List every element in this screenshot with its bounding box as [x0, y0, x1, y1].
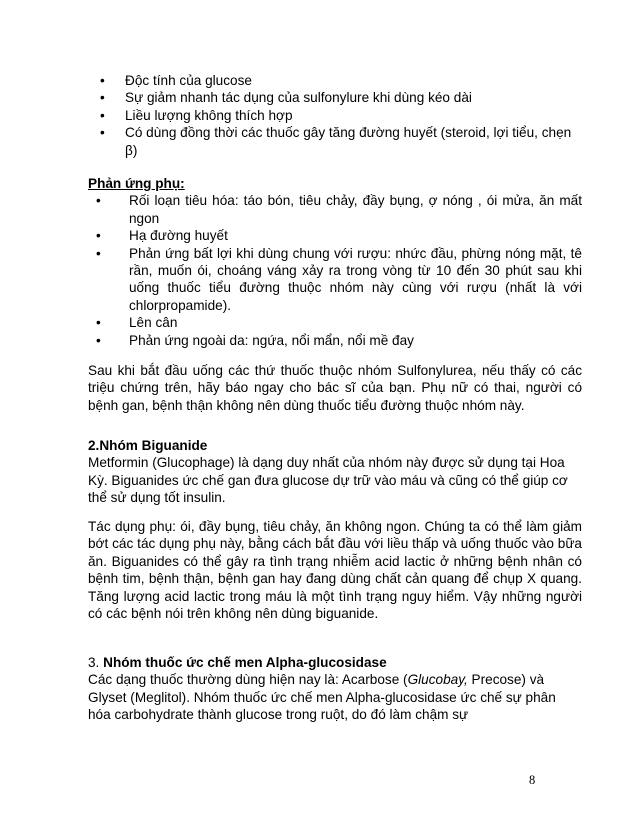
- heading-text: Nhóm thuốc ức chế men Alpha-glucosidase: [99, 655, 387, 670]
- list-item: • Có dùng đồng thời các thuốc gây tăng đường huyết (steroid, lợi tiểu, chẹn β): [88, 124, 582, 159]
- list-item: • Liều lượng không thích hợp: [88, 107, 582, 124]
- alpha-glucosidase-section: [88, 654, 582, 724]
- list-item: • Lên cân: [88, 314, 582, 331]
- heading-number: 3.: [88, 655, 100, 670]
- paragraph: Sau khi bắt đầu uống các thứ thuốc thuộc nhóm Sulfonylurea, nếu thấy có các triệu chứng trên, hãy báo ngay cho bác sĩ của bạn. Phụ nữ có thai, người có bệnh gan, bệnh thận không nên dùng thuốc tiểu đường thuộc nhóm này.: [88, 363, 582, 413]
- section-heading: 2.Nhóm Biguanide: [88, 438, 208, 453]
- italic-text-run: Glucobay,: [407, 672, 468, 688]
- section-heading: [88, 654, 582, 671]
- section-heading: Phản ứng phụ:: [88, 176, 185, 191]
- top-bullet-list: [88, 72, 582, 159]
- list-item: • Sự giảm nhanh tác dụng của sulfonylure khi dùng kéo dài: [88, 89, 582, 106]
- paragraph: Tác dụng phụ: ói, đầy bụng, tiêu chảy, ăn không ngon. Chúng ta có thể làm giảm bớt các tác dụng phụ này, bằng cách bắt đầu với liều thấp và uống thuốc vào bữa ăn. Biguanides có thể gây ra tình trạng nhiễm acid lactic ở những bệnh nhân có bệnh tim, bệnh thận, bệnh gan hay đang dùng chất cản quang để chụp X quang. Tăng lượng acid lactic trong máu là một tình trạng nguy hiểm. Vậy những người có các bệnh nói trên không nên dùng biguanide.: [88, 519, 582, 622]
- page-number: 8: [529, 773, 536, 787]
- list-item: • Độc tính của glucose: [88, 72, 582, 89]
- text-run: Các dạng thuốc thường dùng hiện nay là: Acarbose (: [88, 672, 408, 688]
- side-effects-section: [88, 175, 582, 349]
- list-item: • Phản ứng ngoài da: ngứa, nổi mẩn, nổi mề đay: [88, 332, 582, 349]
- list-item: • Hạ đường huyết: [88, 227, 582, 244]
- biguanide-section: [88, 437, 582, 507]
- paragraph: Metformin (Glucophage) là dạng duy nhất của nhóm này được sử dụng tại Hoa Kỳ. Biguanides ức chế gan đưa glucose dự trữ vào máu và cũng có thể giúp cơ thể sử dụng tốt insulin.: [88, 455, 568, 506]
- list-item: • Rối loạn tiêu hóa: táo bón, tiêu chảy, đầy bụng, ợ nóng , ói mửa, ăn mất ngon: [88, 192, 582, 227]
- biguanide-side-effects: [88, 518, 582, 622]
- sulfonylurea-note: [88, 362, 582, 414]
- text-run: Precose) và Glyset (Meglitol). Nhóm thuốc ức chế men Alpha-glucosidase ức chế sự phân hóa carbohydrate thành glucose trong ruột, do đó làm chậm sự: [88, 672, 556, 723]
- list-item: • Phản ứng bất lợi khi dùng chung với rượu: nhức đầu, phừng nóng mặt, tê rần, muốn ói, choáng váng xảy ra trong vòng từ 10 đến 30 phút sau khi uống thuốc tiểu đường thuộc nhóm này cùng với rượu (nhất là với chlorpropamide).: [88, 245, 582, 315]
- paragraph: [88, 671, 582, 723]
